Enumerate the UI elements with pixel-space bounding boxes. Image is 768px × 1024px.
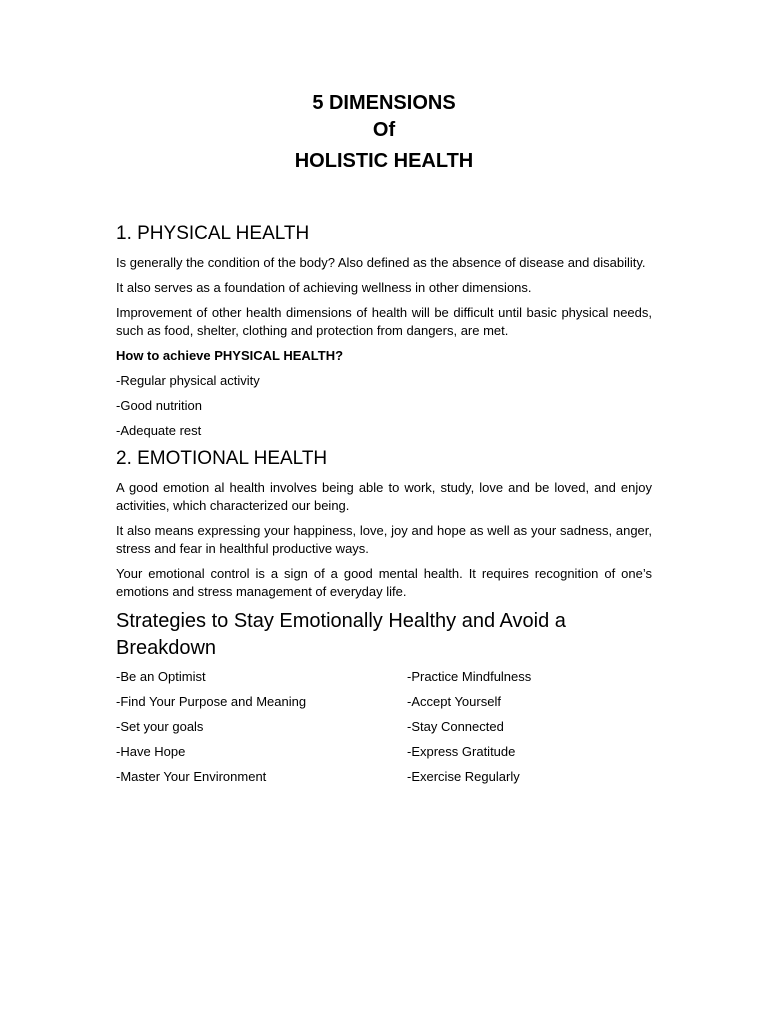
strategies-list	[116, 668, 652, 786]
strategy-item: -Master Your Environment	[116, 769, 267, 784]
strategy-item: -Find Your Purpose and Meaning	[116, 694, 307, 709]
physical-paragraph-1: Is generally the condition of the body? Also defined as the absence of disease and disability.	[116, 255, 646, 270]
emotional-paragraph-1: A good emotion al health involves being able to work, study, love and be loved, and enjoy activities, which characterized our being.	[116, 480, 652, 513]
physical-list-item: -Regular physical activity	[116, 373, 260, 388]
title-line-2: Of	[372, 119, 396, 141]
physical-paragraph-2: It also serves as a foundation of achieving wellness in other dimensions.	[116, 280, 532, 295]
strategy-item: -Be an Optimist	[116, 669, 206, 684]
emotional-paragraph-2: It also means expressing your happiness, love, joy and hope as well as your sadness, anger, stress and fear in healthful productive ways.	[116, 523, 652, 556]
physical-health-heading: 1. PHYSICAL HEALTH	[116, 223, 310, 244]
strategy-item: -Exercise Regularly	[407, 769, 520, 784]
title-line-1: 5 DIMENSIONS	[312, 92, 456, 114]
strategy-item: -Set your goals	[116, 719, 204, 734]
emotional-health-heading: 2. EMOTIONAL HEALTH	[116, 448, 328, 469]
physical-how-to-heading: How to achieve PHYSICAL HEALTH?	[116, 348, 344, 363]
physical-list-item: -Adequate rest	[116, 423, 202, 438]
strategy-item: -Practice Mindfulness	[407, 669, 532, 684]
strategy-item: -Accept Yourself	[407, 694, 501, 709]
strategy-item: -Have Hope	[116, 744, 186, 759]
strategy-item: -Express Gratitude	[407, 744, 516, 759]
physical-paragraph-3: Improvement of other health dimensions of health will be difficult until basic physical needs, such as food, shelter, clothing and protection from dangers, are met.	[116, 305, 652, 338]
strategies-heading: Strategies to Stay Emotionally Healthy and Avoid a Breakdown	[116, 610, 566, 659]
title-line-3: HOLISTIC HEALTH	[294, 150, 474, 172]
physical-list-item: -Good nutrition	[116, 398, 202, 413]
document-body	[116, 222, 652, 786]
emotional-paragraph-3: Your emotional control is a sign of a good mental health. It requires recognition of one’s emotions and stress management of everyday life.	[116, 566, 652, 599]
strategy-item: -Stay Connected	[407, 719, 504, 734]
